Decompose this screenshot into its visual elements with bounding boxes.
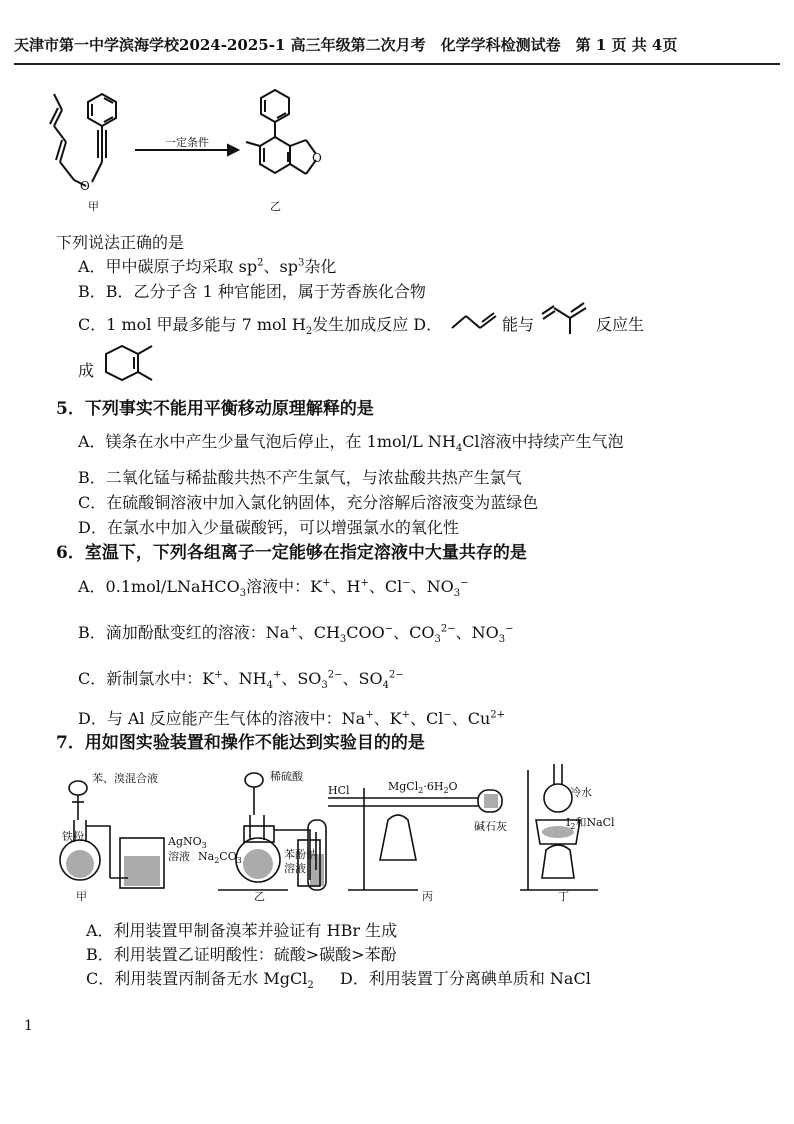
page-header: 天津市第一中学滨海学校2024-2025-1 高三年级第二次月考 化学学科检测试卷 第 1 页 共 4页 — [14, 34, 780, 65]
q7-option-a: A．利用装置甲制备溴苯并验证有 HBr 生成 — [86, 921, 398, 940]
q6-option-d: D．与 Al 反应能产生气体的溶液中：Na+、K+、Cl−、$Cu^{2+}$ — [78, 709, 506, 728]
label-hcl: HCl — [328, 784, 350, 797]
label-apparatus-yi: 乙 — [254, 890, 265, 903]
label-mgcl2-hydrate: $MgCl_2\cdot 6H_2O$ — [388, 780, 458, 795]
q7-option-c: C．利用装置丙制备无水 MgCl$_2$ — [86, 969, 314, 992]
label-jia-solution: 溶液 — [168, 850, 190, 863]
label-sodium-phenoxide: 苯酚钠 — [284, 848, 317, 861]
label-i2-nacl: $I_2$和NaCl — [566, 816, 615, 831]
q4-option-d-end: 反应生 — [596, 315, 645, 334]
label-apparatus-ding: 丁 — [558, 890, 569, 903]
cyclohexene-product-structure — [98, 340, 158, 390]
q4-option-a: A．甲中碳原子均采取 $sp^2$、$sp^3$杂化 — [78, 257, 337, 276]
label-cold-water: 冷水 — [570, 786, 592, 799]
q4-option-b: B．B．乙分子含 1 种官能团，属于芳香族化合物 — [78, 282, 426, 301]
q6-option-b: B．滴加酚酞变红的溶液：Na+、$CH_3COO^-$、$CO_3^{2-}$、$NO_3^-$ — [78, 623, 514, 646]
label-apparatus-jia: 甲 — [76, 890, 87, 903]
q7-option-d: D．利用装置丁分离碘单质和 NaCl — [340, 969, 591, 988]
q6-option-a: A．0.1mol/LNaHCO$_3$溶液中：K+、H+、Cl−、$NO_3^-$ — [78, 577, 469, 600]
label-yi: 乙 — [270, 200, 281, 213]
label-apparatus-bing: 丙 — [422, 890, 433, 903]
q5-option-b: B．二氧化锰与稀盐酸共热不产生氯气，与浓盐酸共热产生氯气 — [78, 468, 522, 487]
q4-stem: 下列说法正确的是 — [56, 233, 185, 252]
label-na2co3: $Na_2CO_3$ — [198, 850, 242, 865]
q4-option-d-mid: 能与 — [502, 315, 535, 334]
label-soda-lime: 碱石灰 — [474, 820, 507, 833]
label-yi-solution: 溶液 — [284, 862, 306, 875]
q6-stem: 6．室温下，下列各组离子一定能够在指定溶液中大量共存的是 — [56, 543, 527, 563]
label-iron-powder: 铁粉 — [62, 830, 84, 843]
apparatus-figure — [58, 760, 618, 905]
butadiene-structure — [450, 308, 500, 332]
label-agno3: AgNO$_3$ — [168, 835, 207, 850]
svg-text:O: O — [312, 151, 322, 165]
label-jia: 甲 — [88, 200, 99, 213]
q4-option-d-tail: 成 — [78, 361, 95, 380]
label-benzene-bromine: 苯、溴混合液 — [92, 772, 158, 785]
label-dilute-sulfuric: 稀硫酸 — [270, 770, 303, 783]
isoprene-structure — [540, 300, 590, 336]
q5-option-d: D．在氯水中加入少量碳酸钙，可以增强氯水的氧化性 — [78, 518, 459, 537]
svg-text:O: O — [80, 179, 90, 193]
q7-stem: 7．用如图实验装置和操作不能达到实验目的的是 — [56, 733, 425, 753]
q5-stem: 5．下列事实不能用平衡移动原理解释的是 — [56, 399, 374, 419]
reaction-condition: 一定条件 — [165, 136, 209, 149]
reaction-scheme — [40, 82, 380, 217]
q6-option-c: C．新制氯水中：K+、$NH_4^+$、$SO_3^{2-}$、$SO_4^{2-}$ — [78, 669, 404, 692]
q4-option-c: C．1 mol 甲最多能与 7 mol $H_2$发生加成反应 D． — [78, 315, 443, 338]
q5-option-c: C．在硫酸铜溶液中加入氯化钠固体，充分溶解后溶液变为蓝绿色 — [78, 493, 539, 512]
q7-option-b: B．利用装置乙证明酸性：硫酸>碳酸>苯酚 — [86, 945, 397, 964]
q5-option-a: A．镁条在水中产生少量气泡后停止，在 1mol/L $NH_4Cl$溶液中持续产生气泡 — [78, 432, 624, 455]
page-number: 1 — [24, 1018, 33, 1034]
